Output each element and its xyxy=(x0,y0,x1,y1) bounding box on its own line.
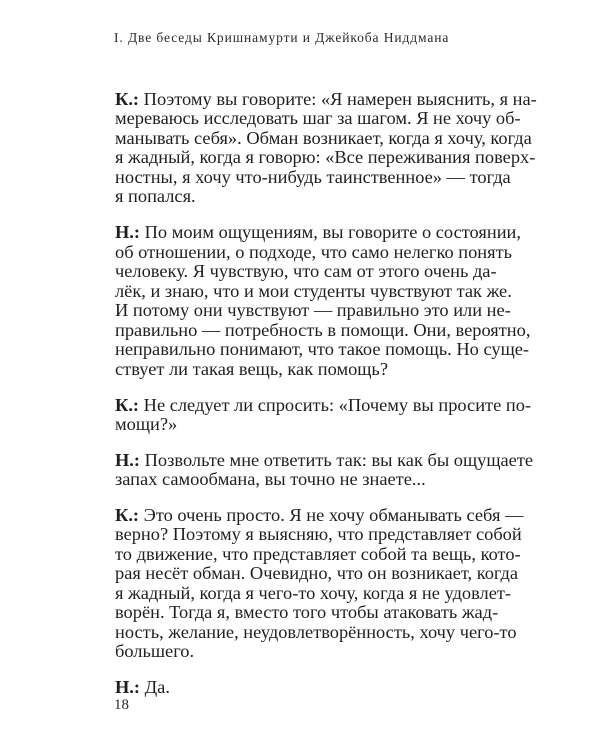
text-line: ворён. Тогда я, вместо того чтобы атаковать жад- xyxy=(115,602,499,623)
text-line: мереваюсь исследовать шаг за шагом. Я не хочу об- xyxy=(115,108,521,129)
text-line: мощи?» xyxy=(115,414,178,435)
text-line: К.: Это очень просто. Я не хочу обманывать себя — xyxy=(115,504,524,525)
text-line: Н.: Позвольте мне ответить так: вы как бы ощущаете xyxy=(115,449,534,470)
text-line: большего. xyxy=(115,641,195,662)
running-header: I. Две беседы Кришнамурти и Джейкоба Ниддмана xyxy=(114,30,450,45)
text-line: человеку. Я чувствую, что сам от этого очень да- xyxy=(115,261,497,282)
text-line: об отношении, о подходе, что само нелегко понять xyxy=(115,241,513,262)
text-line: ность, желание, неудовлетворённость, хочу чего-то xyxy=(115,622,517,643)
text-line: Н.: По моим ощущениям, вы говорите о состоянии, xyxy=(115,222,521,243)
text-line: Н.: Да. xyxy=(115,677,170,697)
speaker-label: Н.: xyxy=(115,449,141,470)
text-line: верно? Поэтому я выясняю, что представляет собой xyxy=(115,524,522,545)
text-line: К.: Поэтому вы говорите: «Я намерен выяснить, я на- xyxy=(115,89,537,109)
speaker-label: К.: xyxy=(115,394,140,415)
text-line: я жадный, когда я чего-то хочу, когда я не удовлет- xyxy=(115,582,512,603)
text-line: К.: Не следует ли спросить: «Почему вы просите по- xyxy=(115,394,532,415)
text-line: неправильно понимают, что такое помощь. Но суще- xyxy=(115,339,530,360)
speaker-label: Н.: xyxy=(115,222,141,243)
text-line: рая несёт обман. Очевидно, что он возникает, когда xyxy=(115,563,519,584)
text-line: я попался. xyxy=(115,186,196,207)
page-number: 18 xyxy=(114,697,129,713)
text-line: лёк, и знаю, что и мои студенты чувствуют так же. xyxy=(115,281,512,302)
text-line: манывать себя». Обман возникает, когда я хочу, когда xyxy=(115,128,532,149)
text-line: я жадный, когда я говорю: «Все переживания поверх- xyxy=(115,147,536,168)
text-line: то движение, что представляет собой та вещь, кото- xyxy=(115,543,521,564)
speaker-label: Н.: xyxy=(115,677,141,697)
speaker-label: К.: xyxy=(115,89,140,109)
text-line: правильно — потребность в помощи. Они, вероятно, xyxy=(115,320,531,341)
text-line: И потому они чувствуют — правильно это или не- xyxy=(115,300,511,321)
speaker-label: К.: xyxy=(115,504,140,525)
text-line: ностны, я хочу что-нибудь таинственное» — тогда xyxy=(115,167,511,188)
text-line: ствует ли такая вещь, как помощь? xyxy=(115,359,388,380)
text-line: запах самообмана, вы точно не знаете... xyxy=(115,469,426,490)
